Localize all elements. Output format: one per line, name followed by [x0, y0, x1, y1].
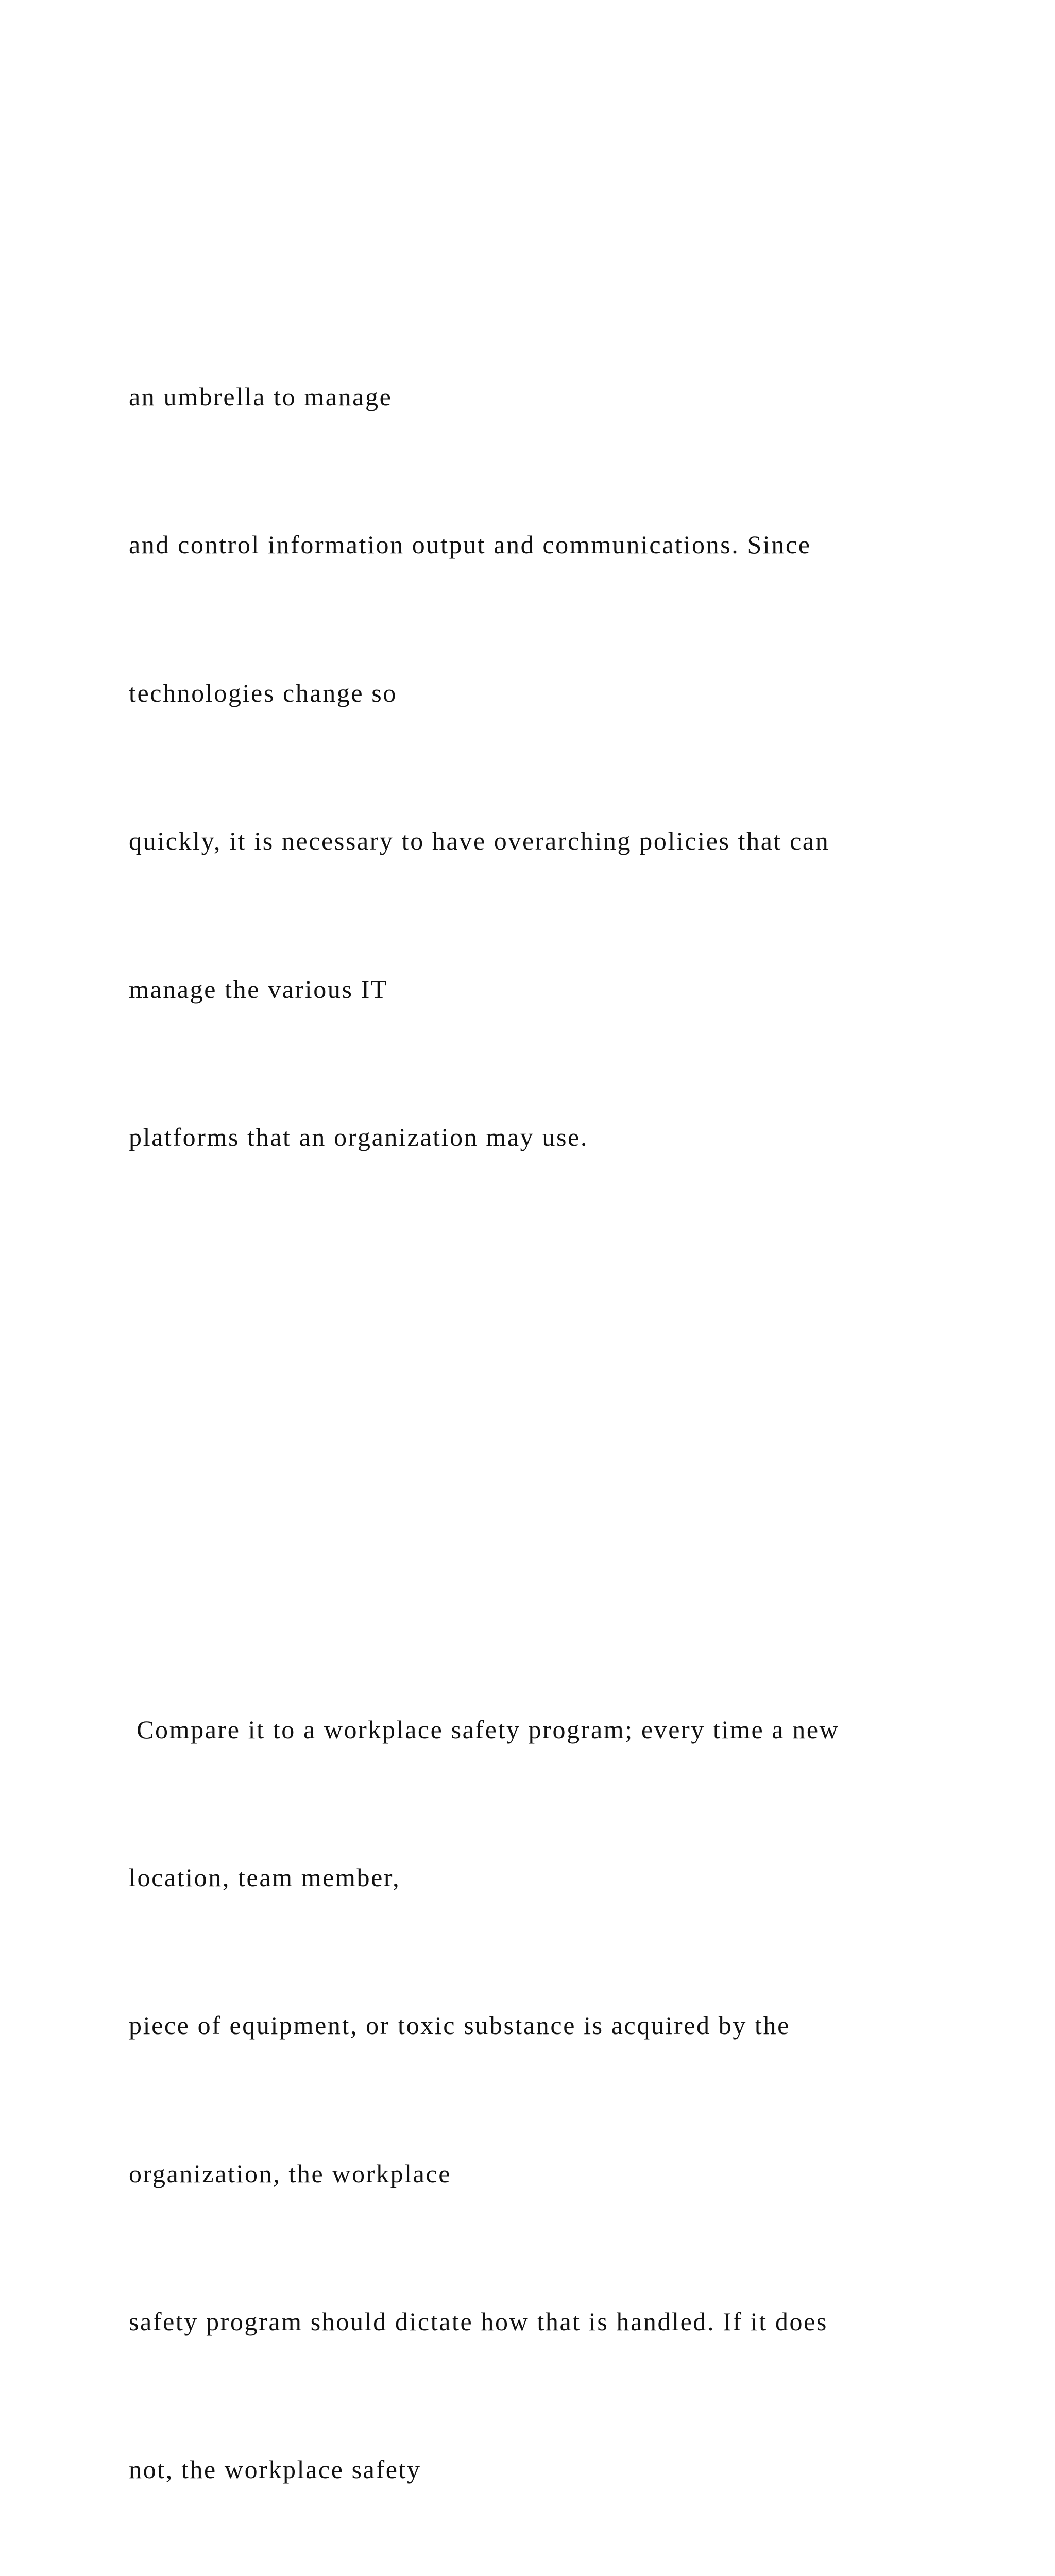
text-line: and control information output and communications. Since — [129, 530, 811, 560]
text-line: platforms that an organization may use. — [129, 1122, 588, 1151]
text-line: not, the workplace safety — [129, 2455, 421, 2484]
text-line: manage the various IT — [129, 974, 388, 1004]
text-line: location, team member, — [129, 1862, 401, 1892]
text-line: an umbrella to manage — [129, 382, 393, 411]
text-line: Compare it to a workplace safety program; every time a new — [129, 1715, 840, 1744]
text-line: technologies change so — [129, 678, 397, 707]
text-line: organization, the workplace — [129, 2159, 452, 2188]
text-line: piece of equipment, or toxic substance is acquired by the — [129, 2011, 790, 2040]
paragraph-2 — [129, 1606, 1005, 2576]
body-text — [129, 126, 1005, 2576]
text-line: safety program should dictate how that is handled. If it does — [129, 2307, 828, 2336]
text-line: quickly, it is necessary to have overarching policies that can — [129, 826, 830, 856]
paragraph-spacer — [129, 1409, 1005, 1459]
paragraph-1 — [129, 274, 1005, 1261]
